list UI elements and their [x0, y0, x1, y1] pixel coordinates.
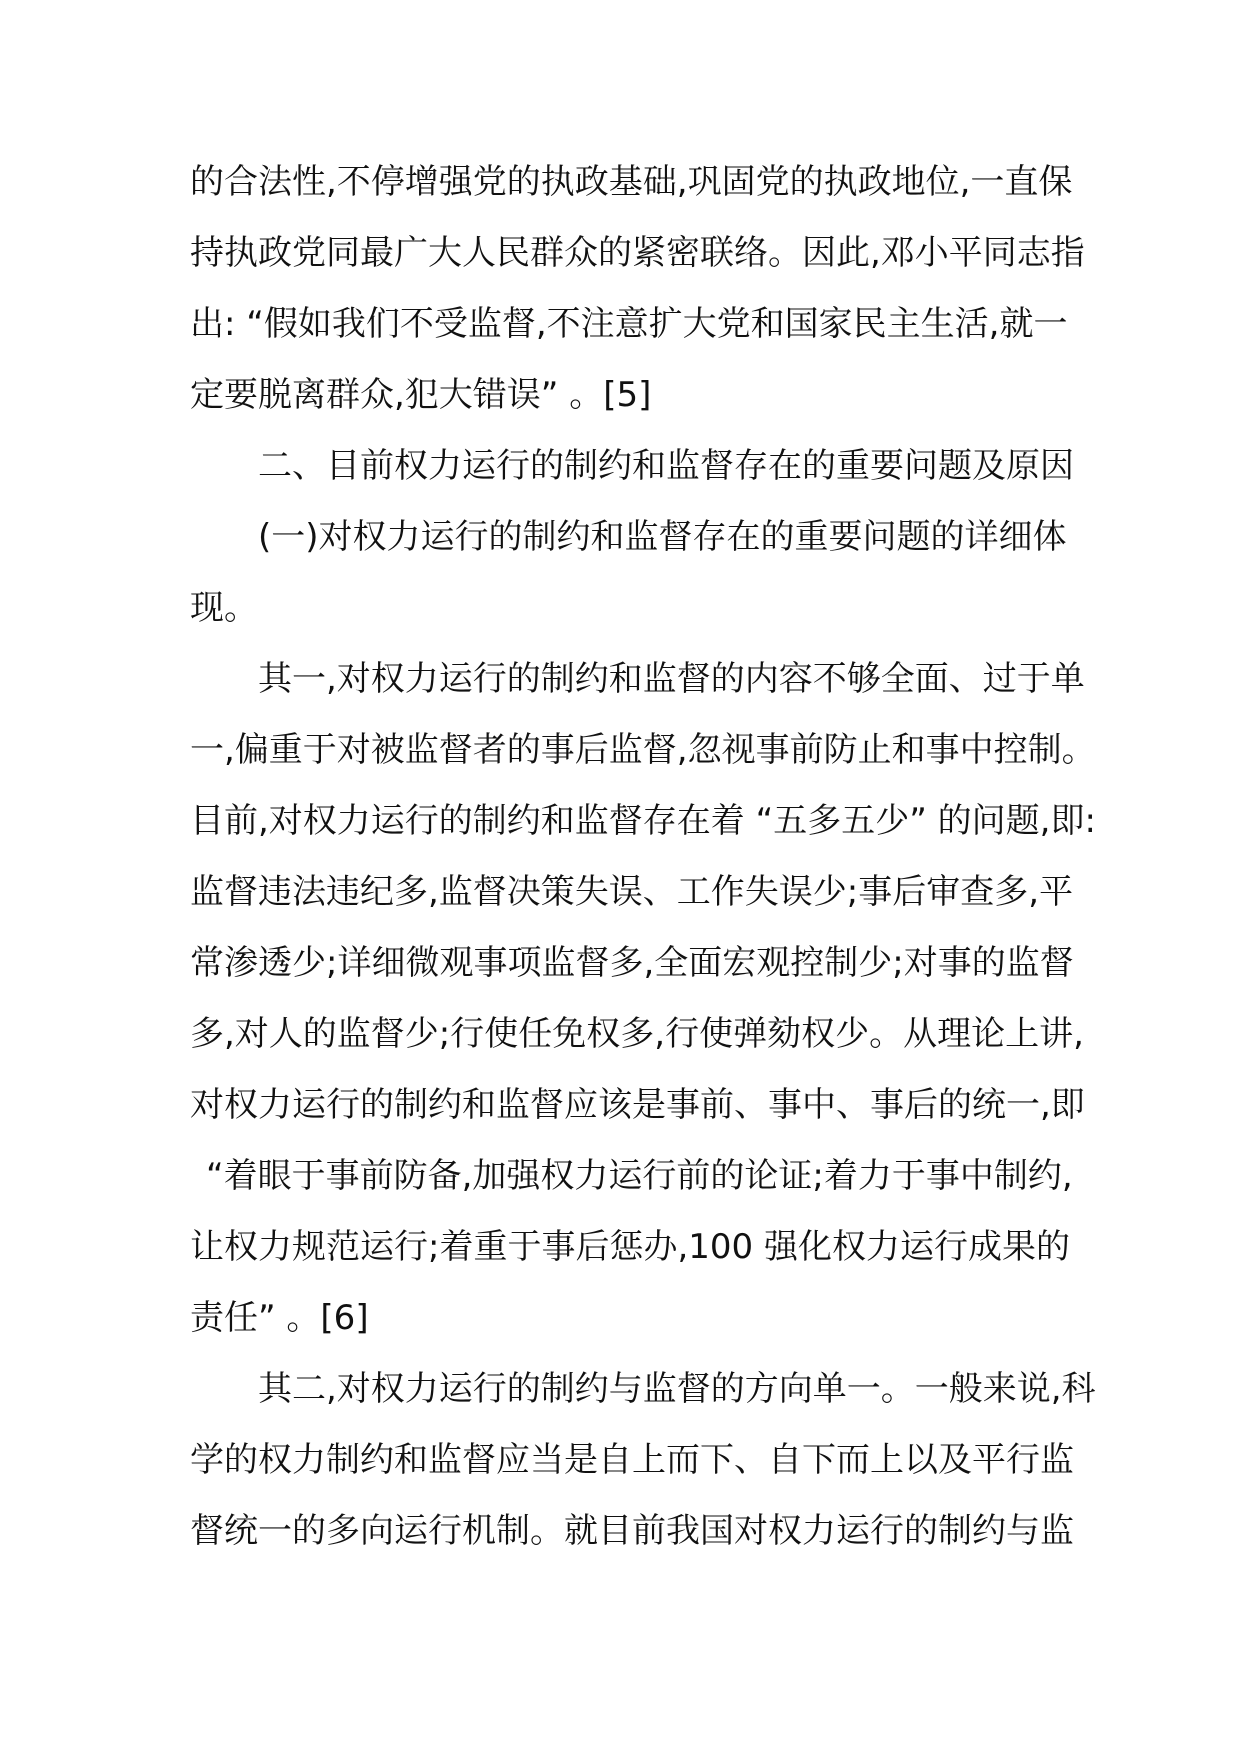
text-line-14: 对权力运行的制约和监督应该是事前、事中、事后的统一,即 — [190, 1085, 1085, 1125]
text-line-15: “着眼于事前防备,加强权力运行前的论证;着力于事中制约, — [206, 1156, 1073, 1196]
text-line-17: 责任” 。[6] — [190, 1298, 369, 1338]
text-line-13: 多,对人的监督少;行使任免权多,行使弹劾权少。从理论上讲, — [190, 1014, 1084, 1054]
text-line-9: 一,偏重于对被监督者的事后监督,忽视事前防止和事中控制。 — [190, 730, 1096, 770]
text-line-7: 现。 — [190, 588, 258, 628]
text-line-10: 目前,对权力运行的制约和监督存在着 “五多五少” 的问题,即: — [190, 801, 1096, 841]
text-line-16: 让权力规范运行;着重于事后惩办,100 强化权力运行成果的 — [190, 1227, 1070, 1267]
text-line-18: 其二,对权力运行的制约与监督的方向单一。一般来说,科 — [258, 1369, 1096, 1409]
text-line-19: 学的权力制约和监督应当是自上而下、自下而上以及平行监 — [190, 1440, 1074, 1480]
text-line-4: 定要脱离群众,犯大错误” 。[5] — [190, 375, 652, 415]
text-line-8: 其一,对权力运行的制约和监督的内容不够全面、过于单 — [258, 659, 1085, 699]
text-line-11: 监督违法违纪多,监督决策失误、工作失误少;事后审查多,平 — [190, 872, 1074, 912]
subsection-heading: (一)对权力运行的制约和监督存在的重要问题的详细体 — [258, 517, 1067, 557]
text-line-12: 常渗透少;详细微观事项监督多,全面宏观控制少;对事的监督 — [190, 943, 1074, 983]
section-heading: 二、目前权力运行的制约和监督存在的重要问题及原因 — [258, 446, 1074, 486]
text-line-20: 督统一的多向运行机制。就目前我国对权力运行的制约与监 — [190, 1511, 1074, 1551]
text-line-1: 的合法性,不停增强党的执政基础,巩固党的执政地位,一直保 — [190, 162, 1073, 202]
text-line-2: 持执政党同最广大人民群众的紧密联络。因此,邓小平同志指 — [190, 233, 1085, 273]
text-line-3: 出: “假如我们不受监督,不注意扩大党和国家民主生活,就一 — [190, 304, 1068, 344]
